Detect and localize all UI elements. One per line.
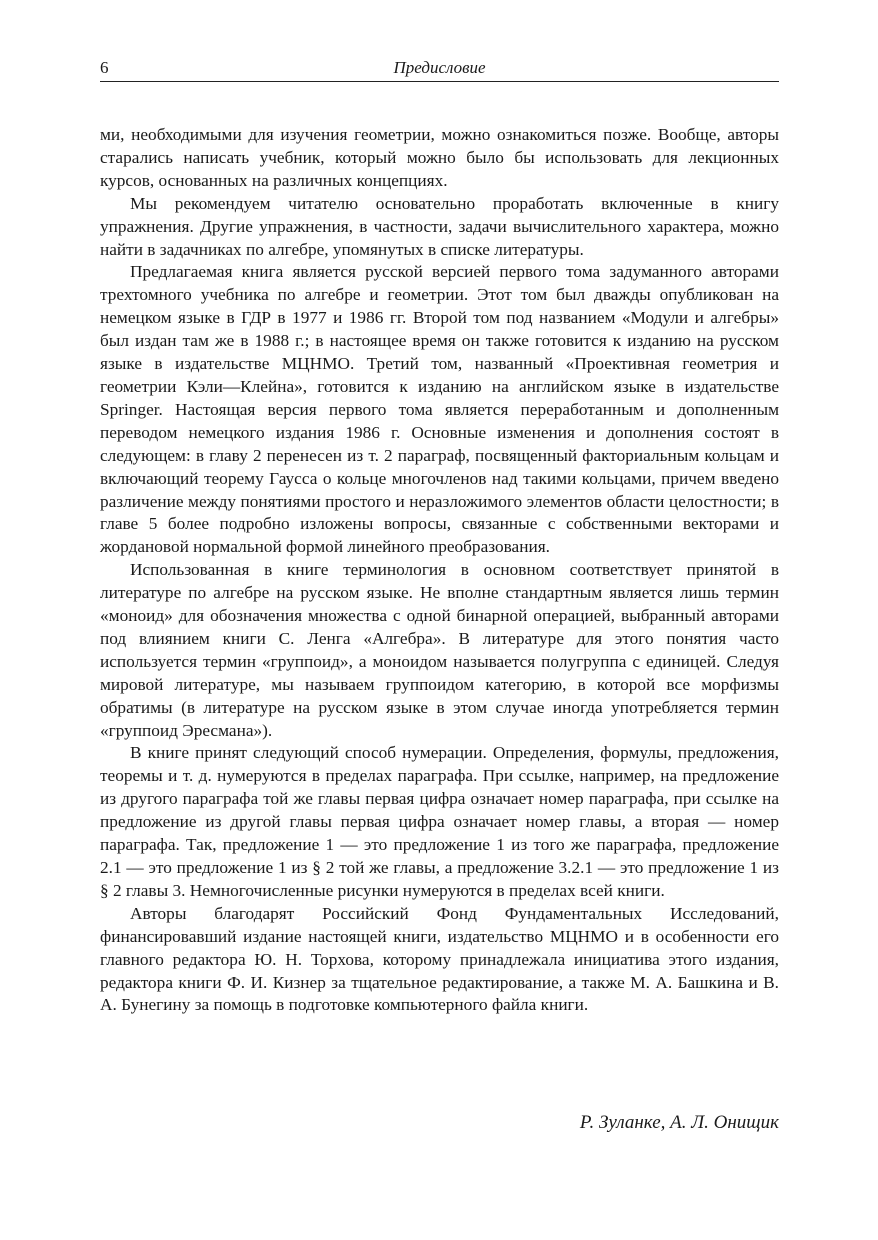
paragraph-book-history: Предлагаемая книга является русской версией первого тома задуманного авторами трехтомного учебника по алгебре и геометрии. Этот том был дважды опубликован на немецком языке в ГДР в 1977 и 1986 гг. Второй том под названием «Модули и алгебры» был издан там же в 1988 г.; в настоящее время он также готовится к изданию на русском языке в издательстве МЦНМО. Третий том, названный «Проективная геометрия и геометрии Кэли—Клейна», готовится к изданию на английском языке в издательстве Springer. Настоящая версия первого тома является переработанным и дополненным переводом немецкого издания 1986 г. Основные изменения и дополнения состоят в следующем: в главу 2 перенесен из т. 2 параграф, посвященный факториальным кольцам и включающий теорему Гаусса о кольце многочленов над такими кольцами, причем введено различение между понятиями простого и неразложимого элементов области целостности; в главе 5 более подробно изложены вопросы, связанные с собственными векторами и жордановой нормальной формой линейного преобразования. [100,262,779,557]
page-header [100,55,779,82]
paragraph-terminology: Использованная в книге терминология в основном соответствует принятой в литературе по алгебре на русском языке. Не вполне стандартным является лишь термин «моноид» для обозначения множества с одной бинарной операцией, выбранный авторами под влиянием книги С. Ленга «Алгебра». В литературе для этого понятия часто используется термин «группоид», а моноидом называется полугруппа с единицей. Следуя мировой литературе, мы называем группоидом категорию, в которой все морфизмы обратимы (в литературе на русском языке в этом случае иногда употребляется термин «группоид Эресмана»). [100,560,779,740]
authors-signature: Р. Зуланке, А. Л. Онищик [579,1112,779,1133]
running-title: Предисловие [393,58,486,77]
paragraph-numbering: В книге принят следующий способ нумерации. Определения, формулы, предложения, теоремы и т. д. нумеруются в пределах параграфа. При ссылке, например, на предложение из другого параграфа той же главы первая цифра означает номер параграфа, при ссылке на предложение из другой главы первая цифра означает номер главы, а вторая — номер параграфа. Так, предложение 1 — это предложение 1 из того же параграфа, предложение 2.1 — это предложение 1 из § 2 той же главы, а предложение 3.2.1 — это предложение 1 из § 2 главы 3. Немногочисленные рисунки нумеруются в пределах всей книги. [100,743,779,900]
paragraph-exercises: Мы рекомендуем читателю основательно проработать включенные в книгу упражнения. Другие упражнения, в частности, задачи вычислительного характера, можно найти в задачниках по алгебре, упомянутых в списке литературы. [100,193,779,259]
body-text [100,124,779,1017]
paragraph-acknowledgements: Авторы благодарят Российский Фонд Фундаментальных Исследований, финансировавший издание настоящей книги, издательство МЦНМО и в особенности его главного редактора Ю. Н. Торхова, которому принадлежала инициатива этого издания, редактора книги Ф. И. Кизнер за тщательное редактирование, а также М. А. Башкина и В. А. Бунегину за помощь в подготовке компьютерного файла книги. [100,903,779,1015]
page-number: 6 [100,58,109,77]
paragraph-continuation: ми, необходимыми для изучения геометрии, можно ознакомиться позже. Вообще, авторы старались написать учебник, который можно было бы использовать для лекционных курсов, основанных на различных концепциях. [100,125,779,190]
